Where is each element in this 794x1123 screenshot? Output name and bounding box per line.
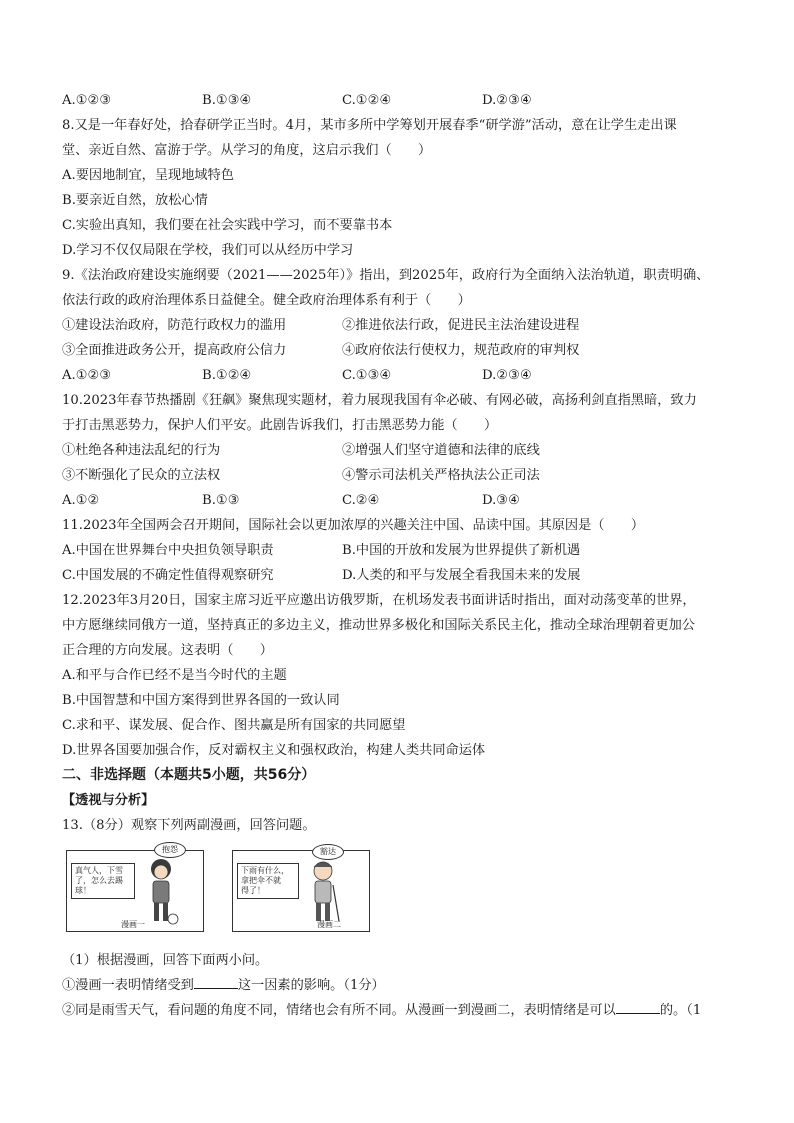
comic-2-caption: 漫画二 — [317, 920, 341, 929]
question-13 — [62, 813, 742, 1023]
q9-items-row-2 — [62, 338, 742, 363]
q8-option-d: D.学习不仅仅局限在学校，我们可以从经历中学习 — [62, 243, 354, 258]
option-c: C.①③④ — [342, 368, 392, 383]
exam-page — [62, 88, 742, 1023]
q13-sub-1a-after: 这一因素的影响。（1分） — [237, 978, 385, 993]
q10-items-row-1 — [62, 438, 742, 463]
q9-item-4: ④政府依法行使权力，规范政府的审判权 — [342, 343, 580, 358]
comic-panel-2 — [232, 850, 370, 932]
q9-item-3: ③全面推进政务公开，提高政府公信力 — [62, 343, 287, 358]
q11-options-row-2 — [62, 563, 742, 588]
section-2-title: 二、非选择题（本题共5小题，共56分） — [62, 767, 316, 783]
comics-figure — [62, 842, 742, 942]
subsection-title: 【透视与分析】 — [62, 793, 155, 808]
q9-options — [62, 363, 742, 388]
q10-stem-1: 10.2023年春节热播剧《狂飙》聚焦现实题材，着力展现我国有伞必破、有网必破，高扬利剑直指黑暗，致力 — [62, 393, 697, 408]
q9-item-2: ②推进依法行政，促进民主法治建设进程 — [342, 318, 580, 333]
q9-item-1: ①建设法治政府，防范行政权力的滥用 — [62, 318, 287, 333]
question-11 — [62, 513, 742, 588]
option-a: A.①② — [62, 493, 100, 508]
option-d: D.人类的和平与发展全看我国未来的发展 — [342, 568, 581, 583]
q8-stem-2: 堂、亲近自然、富游于学。从学习的角度，这启示我们（ ） — [62, 143, 432, 158]
option-a: A.①②③ — [62, 368, 112, 383]
q12-option-c: C.求和平、谋发展、促合作、图共赢是所有国家的共同愿望 — [62, 718, 406, 733]
q13-sub-1b — [62, 998, 742, 1023]
q8-stem-1: 8.又是一年春好处，拾春研学正当时。4月，某市多所中学筹划开展春季“研学游”活动，意在让学生走出课 — [62, 118, 677, 133]
q9-stem-1: 9.《法治政府建设实施纲要（2021——2025年）》指出，到2025年，政府行为全面纳入法治轨道，职责明确、 — [62, 268, 710, 283]
q12-stem-3: 正合理的方向发展。这表明（ ） — [62, 643, 273, 658]
question-10 — [62, 388, 742, 513]
comic-1-tag: 抱怨 — [154, 842, 186, 858]
option-d: D.③④ — [482, 493, 520, 508]
q11-stem: 11.2023年全国两会召开期间，国际社会以更加浓厚的兴趣关注中国、品读中国。其原因是（ ） — [62, 518, 645, 533]
q13-sub-1: （1）根据漫画，回答下面两小问。 — [62, 953, 269, 968]
answer-blank-2[interactable] — [616, 999, 660, 1014]
q10-item-1: ①杜绝各种违法乱纪的行为 — [62, 443, 221, 458]
answer-blank-1[interactable] — [194, 974, 238, 989]
q10-item-2: ②增强人们坚守道德和法律的底线 — [342, 443, 540, 458]
q10-items-row-2 — [62, 463, 742, 488]
comic-1-caption: 漫画一 — [121, 920, 145, 929]
question-9 — [62, 263, 742, 388]
option-c: C.②④ — [342, 493, 380, 508]
comic-2-speech-bubble: 下雨有什么， 拿把伞不就 得了！ — [237, 863, 299, 899]
comic-panel-1 — [66, 850, 204, 932]
q13-sub-1a — [62, 973, 742, 998]
q9-items-row-1 — [62, 313, 742, 338]
option-a: A.①②③ — [62, 93, 112, 108]
option-d: D.②③④ — [482, 368, 532, 383]
q12-stem-2: 中方愿继续同俄方一道，坚持真正的多边主义，推动世界多极化和国际关系民主化，推动全球治理朝着更加公 — [62, 618, 695, 633]
question-12 — [62, 588, 742, 763]
q8-option-a: A.要因地制宜，呈现地域特色 — [62, 168, 234, 183]
q13-sub-1b-before: ②同是雨雪天气，看问题的角度不同，情绪也会有所不同。从漫画一到漫画二，表明情绪是可以 — [62, 1003, 616, 1018]
q8-option-c: C.实验出真知，我们要在社会实践中学习，而不要靠书本 — [62, 218, 393, 233]
option-b: B.中国的开放和发展为世界提供了新机遇 — [342, 543, 581, 558]
q12-option-d: D.世界各国要加强合作，反对霸权主义和强权政治，构建人类共同命运体 — [62, 743, 486, 758]
option-c: C.中国发展的不确定性值得观察研究 — [62, 568, 274, 583]
q12-option-b: B.中国智慧和中国方案得到世界各国的一致认同 — [62, 693, 340, 708]
q10-item-3: ③不断强化了民众的立法权 — [62, 468, 221, 483]
q13-stem: 13.（8分）观察下列两副漫画，回答问题。 — [62, 818, 316, 833]
comic-2-tag: 豁达 — [312, 844, 344, 860]
q10-stem-2: 于打击黑恶势力，保护人们平安。此剧告诉我们，打击黑恶势力能（ ） — [62, 418, 498, 433]
girl-figure-icon — [141, 855, 181, 929]
q7-options — [62, 88, 742, 113]
q9-stem-2: 依法行政的政府治理体系日益健全。健全政府治理体系有利于（ ） — [62, 293, 471, 308]
q8-option-b: B.要亲近自然，放松心情 — [62, 193, 208, 208]
option-b: B.①③ — [202, 493, 240, 508]
option-a: A.中国在世界舞台中央担负领导职责 — [62, 543, 274, 558]
q13-sub-1b-after: 的。（1 — [659, 1003, 702, 1018]
q10-options — [62, 488, 742, 513]
option-c: C.①②④ — [342, 93, 392, 108]
option-d: D.②③④ — [482, 93, 532, 108]
q13-sub-1a-before: ①漫画一表明情绪受到 — [62, 978, 194, 993]
q12-stem-1: 12.2023年3月20日，国家主席习近平应邀出访俄罗斯，在机场发表书面讲话时指出，面对动荡变革的世界， — [62, 593, 696, 608]
q12-option-a: A.和平与合作已经不是当今时代的主题 — [62, 668, 287, 683]
question-8 — [62, 113, 742, 263]
q11-options-row-1 — [62, 538, 742, 563]
boy-figure-icon — [303, 855, 343, 929]
comic-1-speech-bubble: 真气人，下雪 了，怎么去踢 球！ — [71, 863, 135, 899]
option-b: B.①③④ — [202, 93, 252, 108]
option-b: B.①②④ — [202, 368, 252, 383]
q10-item-4: ④警示司法机关严格执法公正司法 — [342, 468, 540, 483]
